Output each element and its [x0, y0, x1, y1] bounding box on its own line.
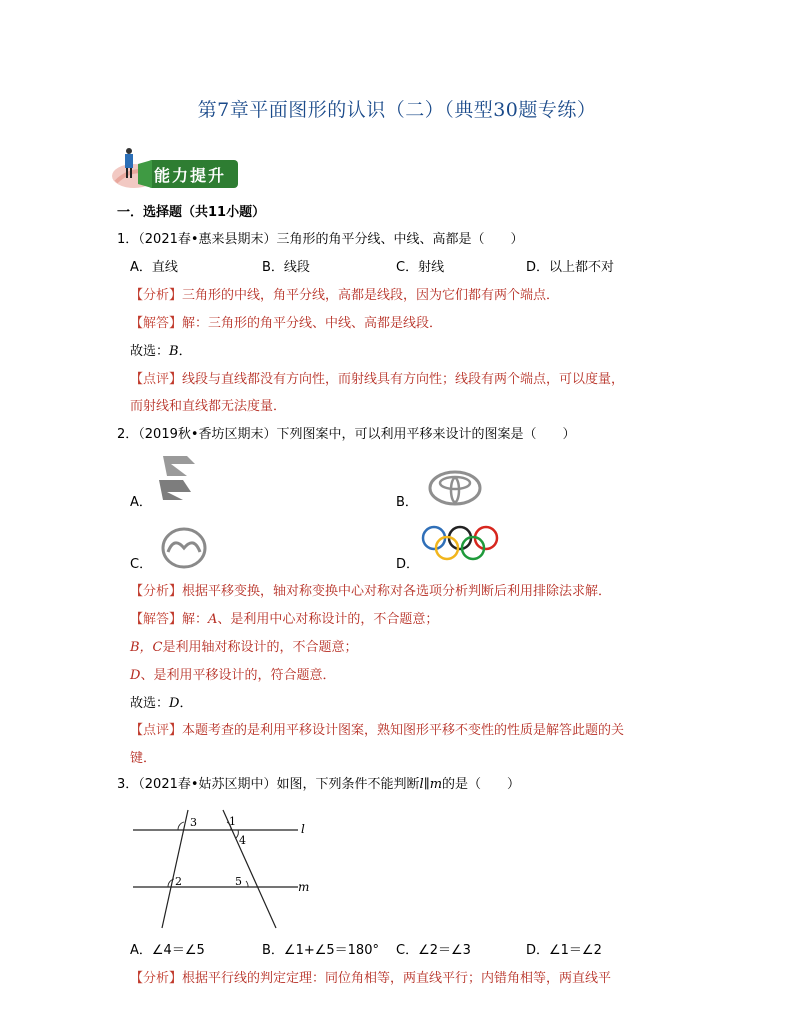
q1-option-d: D．以上都不对 [526, 260, 615, 275]
page-title: 第7章平面图形的认识（二）（典型30题专练） [197, 99, 597, 121]
angle-3-label: 3 [190, 816, 197, 829]
toyota-logo-icon [428, 470, 482, 506]
q1-answer-tag: 【解答】 [130, 316, 183, 331]
q2-answer-line-2: B，C是利用轴对称设计的，不合题意； [130, 640, 358, 655]
q3-option-c: C．∠2＝∠3 [396, 943, 471, 958]
line-m-label: m [298, 880, 310, 894]
q2-option-d-label: D． [396, 557, 420, 572]
person-head-icon [126, 148, 132, 154]
angle-1-label: 1 [229, 815, 236, 828]
q1-comment-tag: 【点评】 [130, 372, 183, 387]
q2-option-a-label: A． [130, 495, 152, 510]
suzuki-logo-icon [157, 454, 197, 502]
q3-option-d: D．∠1＝∠2 [526, 943, 602, 958]
q1-analysis: 【分析】三角形的中线，角平分线，高都是线段，因为它们都有两个端点． [130, 288, 560, 303]
q2-answer: 【解答】解：A、是利用中心对称设计的，不合题意； [130, 612, 439, 627]
q2-option-c-label: C． [130, 557, 153, 572]
q2-comment-cont: 键． [130, 751, 157, 766]
banner-label: 能力提升 [154, 166, 227, 185]
q3-option-a: A．∠4＝∠5 [130, 943, 205, 958]
mazda-logo-icon [160, 526, 208, 570]
q2-answer-line-3: D、是利用平移设计的，符合题意． [130, 668, 336, 683]
q3-option-b: B．∠1+∠5＝180° [262, 943, 379, 958]
ability-banner [108, 142, 240, 192]
q2-comment-tag: 【点评】 [130, 723, 183, 738]
q3-analysis-tag: 【分析】 [130, 971, 183, 986]
angle-2-label: 2 [175, 875, 182, 888]
q2-option-b-label: B． [396, 495, 418, 510]
olympic-rings-icon [420, 524, 504, 562]
q2-stem: 2．（2019秋•香坊区期末）下列图案中，可以利用平移来设计的图案是（ ） [117, 427, 576, 442]
q3-analysis: 【分析】根据平行线的判定定理：同位角相等，两直线平行；内错角相等，两直线平 [130, 971, 612, 986]
q3-stem: 3．（2021春•姑苏区期中）如图，下列条件不能判断l∥m的是（ ） [117, 777, 521, 792]
transversal-1 [162, 810, 188, 928]
q2-choose: 故选：D． [130, 696, 193, 711]
line-l-label: l [301, 822, 305, 836]
q1-choose: 故选：B． [130, 344, 192, 359]
q1-comment-cont: 而射线和直线都无法度量． [130, 399, 287, 414]
q1-option-a: A．直线 [130, 260, 178, 275]
section-header: 一．选择题（共11小题） [117, 205, 266, 220]
q1-comment: 【点评】线段与直线都没有方向性，而射线具有方向性；线段有两个端点，可以度量， [130, 372, 625, 387]
q1-option-c: C．射线 [396, 260, 445, 275]
q2-analysis: 【分析】根据平移变换，轴对称变换中心对称对各选项分析判断后利用排除法求解． [130, 584, 612, 599]
q1-analysis-tag: 【分析】 [130, 288, 183, 303]
q2-answer-tag: 【解答】 [130, 612, 183, 627]
q1-option-b: B．线段 [262, 260, 310, 275]
angle-4-label: 4 [239, 834, 246, 847]
q2-analysis-tag: 【分析】 [130, 584, 183, 599]
person-body-icon [125, 154, 133, 168]
q1-stem: 1．（2021春•惠来县期末）三角形的角平分线、中线、高都是（ ） [117, 232, 524, 247]
parallel-lines-figure [128, 808, 318, 930]
q2-comment: 【点评】本题考查的是利用平移设计图案，熟知图形平移不变性的性质是解答此题的关 [130, 723, 625, 738]
q1-answer: 【解答】解：三角形的角平分线、中线、高都是线段． [130, 316, 443, 331]
angle-5-label: 5 [235, 875, 242, 888]
